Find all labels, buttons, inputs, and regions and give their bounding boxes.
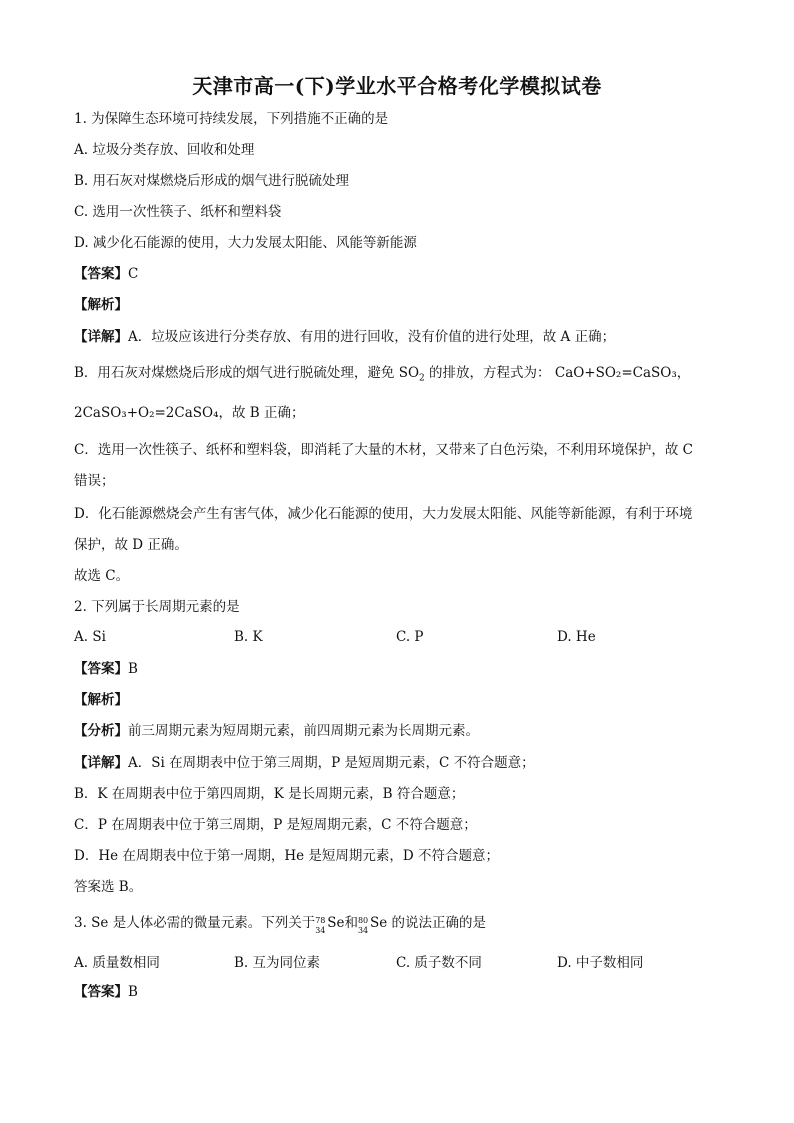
q2-option-c: C. P [396,629,424,645]
q1-stem: 1. 为保障生态环境可持续发展，下列措施不正确的是 [74,111,389,127]
q3-option-c: C. 质子数不同 [396,955,482,971]
q1-detail-b-cont [74,404,305,422]
q1-option-b: B. 用石灰对煤燃烧后形成的烟气进行脱硫处理 [74,173,350,189]
q2-option-b: B. K [234,629,263,645]
answer-label: 【答案】 [74,266,128,282]
detail-label: 【详解】 [74,755,128,771]
q1-option-a: A. 垃圾分类存放、回收和处理 [74,142,255,158]
detail-text: A．Si 在周期表中位于第三周期，P 是短周期元素，C 不符合题意； [128,755,535,771]
q3-stem-pre: 3. Se 是人体必需的微量元素。下列关于 [74,915,316,931]
q2-detail-a [74,754,535,772]
q2-detail-d: D．He 在周期表中位于第一周期，He 是短周期元素，D 不符合题意； [74,848,500,864]
answer-label: 【答案】 [74,984,128,1000]
q3-stem [74,914,486,935]
q3-option-a: A. 质量数相同 [74,955,160,971]
detail-b-end: ，故 B 正确； [218,405,305,421]
q1-detail-d-2: 保护，故 D 正确。 [74,537,188,553]
q3-answer [74,983,138,1001]
q1-detail-b: B．用石灰对煤燃烧后形成的烟气进行脱硫处理，避免 $SO_2$ 的排放，方程式为： CaO+SO₂=CaSO₃， [74,365,691,384]
q3-stem-mid: 和 [344,915,358,931]
q1-detail-c-1: C．选用一次性筷子、纸杯和塑料袋，即消耗了大量的木材，又带来了白色污染，不利用环境保护，故 C [74,442,693,458]
q2-answer [74,660,138,678]
q2-detail-b: B．K 在周期表中位于第四周期，K 是长周期元素，B 符合题意； [74,786,465,802]
q2-option-a: A. Si [74,629,106,645]
q2-conclusion: 答案选 B。 [74,879,143,895]
q1-conclusion: 故选 C。 [74,568,130,584]
answer-value: B [128,984,138,1000]
q2-detail-c: C．P 在周期表中位于第三周期，P 是短周期元素，C 不符合题意； [74,817,477,833]
q2-stem: 2. 下列属于长周期元素的是 [74,599,240,615]
isotope-notation-1: 78 34 [315,916,326,935]
q1-detail-d-1: D．化石能源燃烧会产生有害气体，减少化石能源的使用，大力发展太阳能、风能等新能源，有利于环境 [74,506,693,522]
q3-option-b: B. 互为同位素 [234,955,321,971]
answer-value: B [128,661,138,677]
q3-option-d: D. 中子数相同 [557,955,644,971]
equation-1: CaO+SO₂=CaSO₃ [554,365,677,381]
q1-answer [74,265,138,283]
equation-2: 2CaSO₃+O₂=2CaSO₄ [74,405,219,421]
q2-option-d: D. He [557,629,596,645]
q1-option-d: D. 减少化石能源的使用，大力发展太阳能、风能等新能源 [74,235,417,251]
q2-fenxi [74,722,479,740]
q1-option-c: C. 选用一次性筷子、纸杯和塑料袋 [74,204,282,220]
detail-b-mid: 的排放，方程式为： [424,365,551,381]
fenxi-label: 【分析】 [74,723,128,739]
element-symbol: Se [327,915,345,931]
fenxi-text: 前三周期元素为短周期元素，前四周期元素为长周期元素。 [128,723,479,739]
detail-text: A．垃圾应该进行分类存放、有用的进行回收，没有价值的进行处理，故 A 正确； [128,329,616,345]
q2-analysis-label: 【解析】 [74,692,128,708]
page-title: 天津市高一(下)学业水平合格考化学模拟试卷 [192,74,602,98]
element-symbol: Se [369,915,388,931]
answer-value: C [128,266,139,282]
answer-label: 【答案】 [74,661,128,677]
isotope-notation-2: 80 34 [357,916,369,935]
q1-detail-c-2: 错误； [74,473,115,489]
detail-label: 【详解】 [74,329,128,345]
q1-detail-a [74,328,615,346]
q3-stem-post: 的说法正确的是 [391,915,486,931]
detail-b-pre: B．用石灰对煤燃烧后形成的烟气进行脱硫处理，避免 SO [74,365,420,381]
q1-analysis-label: 【解析】 [74,297,128,313]
